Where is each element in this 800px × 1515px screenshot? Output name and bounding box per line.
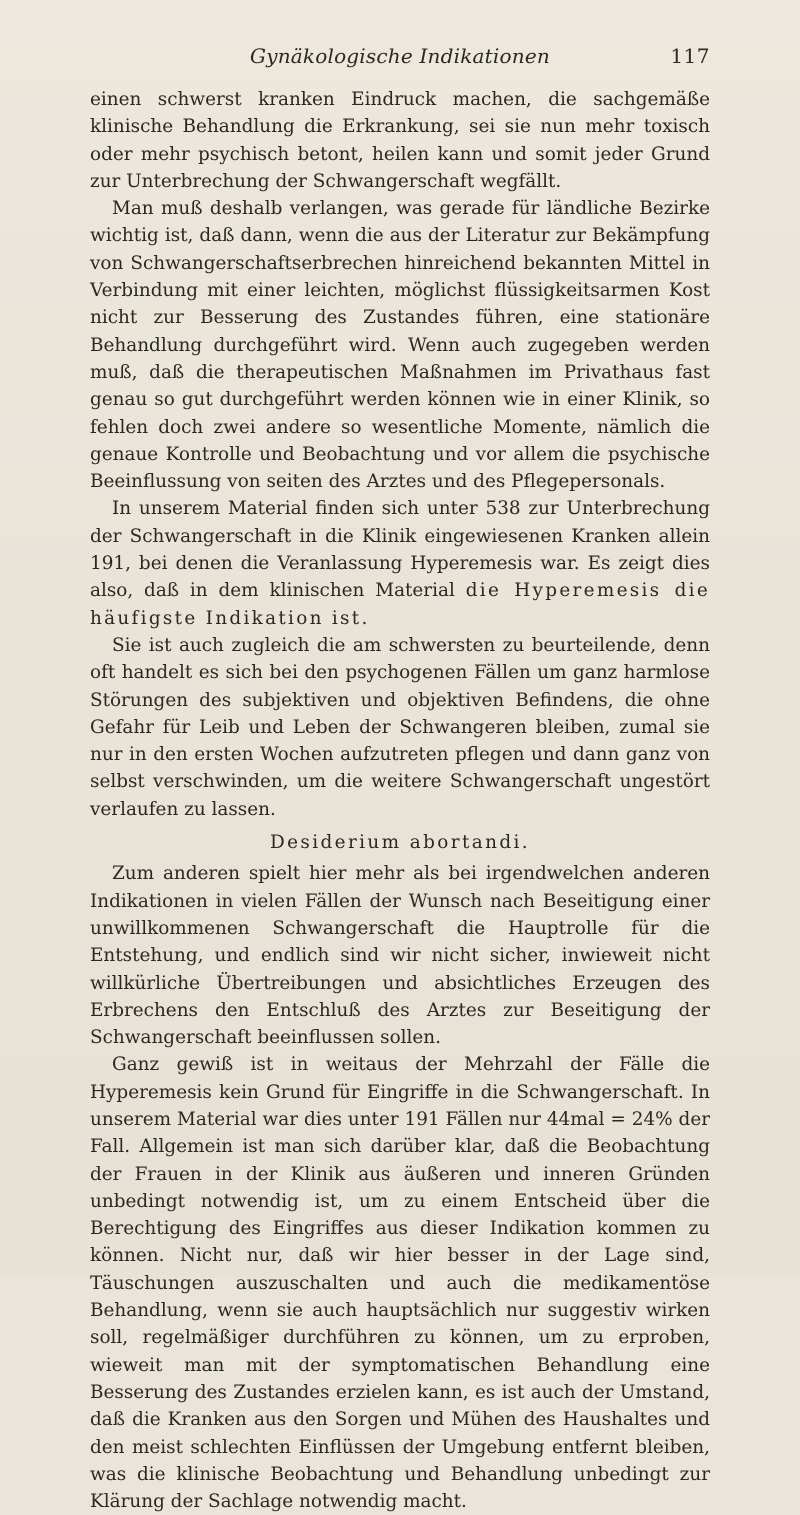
paragraph-3	[90, 495, 710, 631]
running-title: Gynäkologische Indikationen	[250, 44, 550, 68]
paragraph-2: Man muß deshalb verlangen, was gerade für ländliche Bezirke wichtig ist, daß dann, wenn die aus der Literatur zur Bekämpfung von Schwangerschaftserbrechen hinreichend bekannten Mittel in Verbindung mit einer leichten, möglichst flüssigkeitsarmen Kost nicht zur Besserung des Zustandes führen, eine stationäre Behandlung durchgeführt wird. Wenn auch zugegeben werden muß, daß die therapeutischen Maßnahmen im Privathaus fast genau so gut durchgeführt werden können wie in einer Klinik, so fehlen doch zwei andere so wesentliche Momente, nämlich die genaue Kontrolle und Beobachtung und vor allem die psychische Beeinflussung von seiten des Arztes und des Pflegepersonals.	[90, 198, 710, 493]
paragraph-3-text: In unserem Material finden sich unter 538 zur Unterbrechung der Schwangerschaft in die Klinik eingewiesenen Kranken allein 191, bei denen die Veranlassung Hyperemesis war. Es zeigt dies also, daß in dem klinischen Material	[90, 498, 710, 602]
paragraph-5: Zum anderen spielt hier mehr als bei irgendwelchen anderen Indikationen in vielen Fällen der Wunsch nach Beseitigung einer unwillkommenen Schwangerschaft die Hauptrolle für die Entstehung, und endlich sind wir nicht sicher, inwieweit nicht willkürliche Übertreibungen und absichtliches Erzeugen des Erbrechens den Entschluß des Arztes zur Beseitigung der Schwangerschaft beeinflussen sollen.	[90, 863, 710, 1049]
body-text	[90, 86, 710, 1515]
page-number: 117	[670, 44, 710, 68]
running-head	[90, 42, 710, 70]
section-heading: Desiderium abortandi.	[269, 832, 531, 854]
paragraph-4: Sie ist auch zugleich die am schwersten zu beurteilende, denn oft handelt es sich bei den psychogenen Fällen um ganz harmlose Störungen des subjektiven und objektiven Befindens, die ohne Gefahr für Leib und Leben der Schwangeren bleiben, zumal sie nur in den ersten Wochen aufzutreten pflegen und dann ganz von selbst verschwinden, um die weitere Schwangerschaft ungestört verlaufen zu lassen.	[90, 634, 710, 820]
paragraph-3-emphasis: die Hyperemesis die häufigste Indikation ist.	[90, 580, 711, 629]
paragraph-6: Ganz gewiß ist in weitaus der Mehrzahl der Fälle die Hyperemesis kein Grund für Eingriffe in die Schwangerschaft. In unserem Material war dies unter 191 Fällen nur 44mal = 24% der Fall. Allgemein ist man sich darüber klar, daß die Beobachtung der Frauen in der Klinik aus äußeren und inneren Gründen unbedingt notwendig ist, um zu einem Entscheid über die Berechtigung des Eingriffes aus dieser Indikation kommen zu können. Nicht nur, daß wir hier besser in der Lage sind, Täuschungen auszuschalten und auch die medikamentöse Behandlung, wenn sie auch hauptsächlich nur suggestiv wirken soll, regelmäßiger durchführen zu können, um zu erproben, wieweit man mit der symptomatischen Behandlung eine Besserung des Zustandes erzielen kann, es ist auch der Umstand, daß die Kranken aus den Sorgen und Mühen des Haushaltes und den meist schlechten Einflüssen der Umgebung entfernt bleiben, was die klinische Beobachtung und Behandlung unbedingt zur Klärung der Sachlage notwendig macht.	[90, 1054, 710, 1513]
paragraph-1: einen schwerst kranken Eindruck machen, die sachgemäße klinische Behandlung die Erkrankung, sei sie nun mehr toxisch oder mehr psychisch betont, heilen kann und somit jeder Grund zur Unterbrechung der Schwangerschaft wegfällt.	[90, 89, 710, 192]
